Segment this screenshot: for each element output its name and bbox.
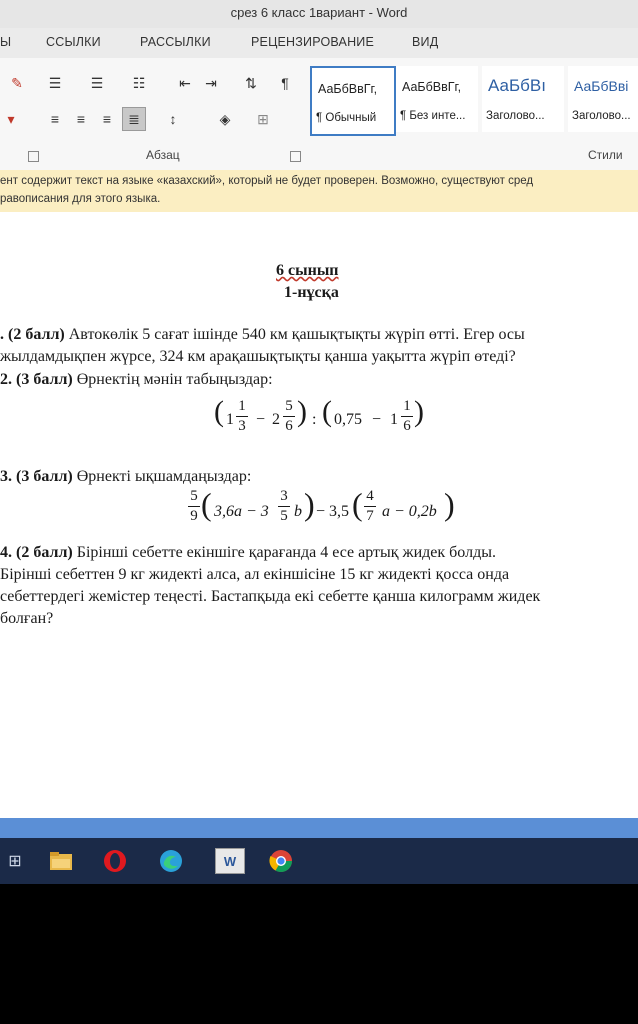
window-title: срез 6 класс 1вариант - Word [230, 5, 408, 20]
message-line-2: равописания для этого языка. [0, 193, 161, 205]
shading-icon[interactable]: ◈ [219, 110, 231, 127]
expression-term: b [294, 503, 302, 520]
file-explorer-icon[interactable] [46, 846, 76, 876]
division-sign: : [312, 411, 317, 428]
paragraph-dialog-launcher-icon[interactable] [290, 151, 301, 162]
edge-icon[interactable] [156, 846, 186, 876]
language-message-bar [0, 170, 638, 213]
opera-icon[interactable] [100, 846, 130, 876]
style-name: Заголово... [572, 110, 631, 122]
style-sample: АаБбВвГг, [318, 82, 378, 96]
mixed-whole: 1 [390, 411, 398, 428]
decrease-indent-icon[interactable]: ⇤ [179, 74, 191, 91]
question-3 [0, 468, 251, 486]
paren-close: ) [297, 395, 307, 428]
chrome-icon[interactable] [266, 846, 296, 876]
align-left-icon[interactable]: ≡ [50, 111, 60, 127]
q4-text: Бірінші себетте екіншіге қарағанда 4 есе артық жидек болды. [72, 544, 496, 561]
word-taskbar-icon[interactable] [210, 846, 250, 876]
decimal-term: 0,75 [334, 411, 362, 428]
tab-mailings[interactable]: РАССЫЛКИ [140, 35, 211, 49]
expression-term: 3,6a − 3 [214, 503, 269, 520]
paren-close: ) [444, 486, 455, 522]
style-heading-2[interactable] [568, 66, 638, 132]
tab-references[interactable]: ССЫЛКИ [46, 35, 101, 49]
styles-gallery [310, 66, 638, 136]
question-4-line-2: Бірінші себеттен 9 кг жидекті алса, ал екіншісіне 15 кг жидекті қосса онда [0, 566, 510, 583]
multilevel-list-icon[interactable]: ☷ [132, 74, 146, 91]
style-sample: АаБбВві [574, 78, 629, 94]
style-name: Заголово... [486, 110, 545, 122]
tab-view[interactable]: ВИД [412, 35, 439, 49]
paren-close: ) [414, 395, 424, 428]
tab-partial[interactable]: Ы [0, 35, 12, 49]
align-center-icon[interactable]: ≡ [76, 111, 86, 127]
justify-icon[interactable]: ≣ [122, 107, 146, 131]
question-1-line-1 [0, 326, 525, 344]
paren-close: ) [304, 486, 315, 522]
mixed-whole: 2 [272, 411, 280, 428]
paragraph-group-label: Абзац [146, 148, 180, 162]
expression-term: − 3,5 [316, 503, 350, 520]
fraction: 5 9 [188, 488, 200, 525]
question-4-line-3: себеттердегі жемістер теңесті. Бастапқыда екі себетте қанша килограмм жидек [0, 588, 541, 605]
question-4-line-4: болған? [0, 610, 54, 627]
q4-number: 4. (2 балл) [0, 544, 73, 561]
q2-text: Өрнектің мәнін табыңыздар: [72, 371, 273, 388]
start-icon[interactable]: ⊞ [8, 853, 22, 870]
expression-term: a − 0,2b [382, 503, 437, 520]
style-no-spacing[interactable] [396, 66, 478, 132]
font-dialog-launcher-icon[interactable] [28, 151, 39, 162]
increase-indent-icon[interactable]: ⇥ [205, 74, 217, 91]
styles-group-label: Стили [588, 148, 623, 162]
question-1-line-2: жылдамдықпен жүрсе, 324 км арақашықтықты қанша уақытта жүріп өтеді? [0, 348, 516, 365]
numbering-icon[interactable]: ☰ [90, 74, 104, 91]
style-sample: АаБбВвГг, [402, 80, 462, 94]
q1-text: Автокөлік 5 сағат ішінде 540 км қашықтықты жүріп өтті. Егер осы [64, 326, 525, 343]
style-heading-1[interactable] [482, 66, 564, 132]
paren-open: ( [352, 486, 363, 522]
font-color-icon[interactable]: ▾ [7, 110, 15, 127]
sort-icon[interactable]: ⇅ [245, 74, 257, 91]
align-right-icon[interactable]: ≡ [102, 111, 112, 127]
fraction: 1 3 [236, 398, 248, 435]
pilcrow-icon[interactable]: ¶ [281, 75, 289, 91]
clear-formatting-icon[interactable]: ✎ [11, 74, 23, 91]
borders-icon[interactable]: ⊞ [257, 110, 269, 127]
mixed-whole: 1 [226, 411, 234, 428]
line-spacing-icon[interactable]: ↕ [169, 111, 177, 127]
document-page[interactable] [0, 212, 638, 818]
tab-review[interactable]: РЕЦЕНЗИРОВАНИЕ [251, 35, 375, 49]
taskbar-main [0, 838, 638, 884]
minus-sign: − [372, 411, 382, 428]
style-normal[interactable] [310, 66, 396, 136]
fraction: 1 6 [401, 398, 413, 435]
bullets-icon[interactable]: ☰ [48, 74, 62, 91]
style-name: ¶ Без инте... [400, 110, 466, 122]
status-strip [0, 818, 638, 838]
q2-number: 2. (3 балл) [0, 371, 73, 388]
paren-open: ( [322, 395, 332, 428]
message-line-1: ент содержит текст на языке «казахский», который не будет проверен. Возможно, существуют сред [0, 175, 534, 187]
ribbon-tabs [0, 28, 638, 58]
q3-text: Өрнекті ықшамдаңыздар: [72, 468, 252, 485]
q3-number: 3. (3 балл) [0, 468, 73, 485]
ribbon [0, 58, 638, 171]
title-bar [0, 0, 638, 28]
paren-open: ( [201, 486, 212, 522]
question-4-line-1 [0, 544, 496, 562]
question-2 [0, 371, 273, 389]
fraction: 4 7 [364, 488, 376, 525]
word-label: W [215, 848, 245, 874]
style-sample: АаБбВı [488, 76, 546, 95]
paren-open: ( [214, 395, 224, 428]
fraction: 5 6 [283, 398, 295, 435]
fraction: 3 5 [278, 488, 290, 525]
taskbar [0, 818, 638, 884]
heading-grade: 6 сынып [276, 262, 339, 279]
style-name: ¶ Обычный [316, 112, 377, 124]
minus-sign: − [256, 411, 266, 428]
heading-variant: 1-нұсқа [284, 284, 339, 301]
q1-number: . (2 балл) [0, 326, 65, 343]
